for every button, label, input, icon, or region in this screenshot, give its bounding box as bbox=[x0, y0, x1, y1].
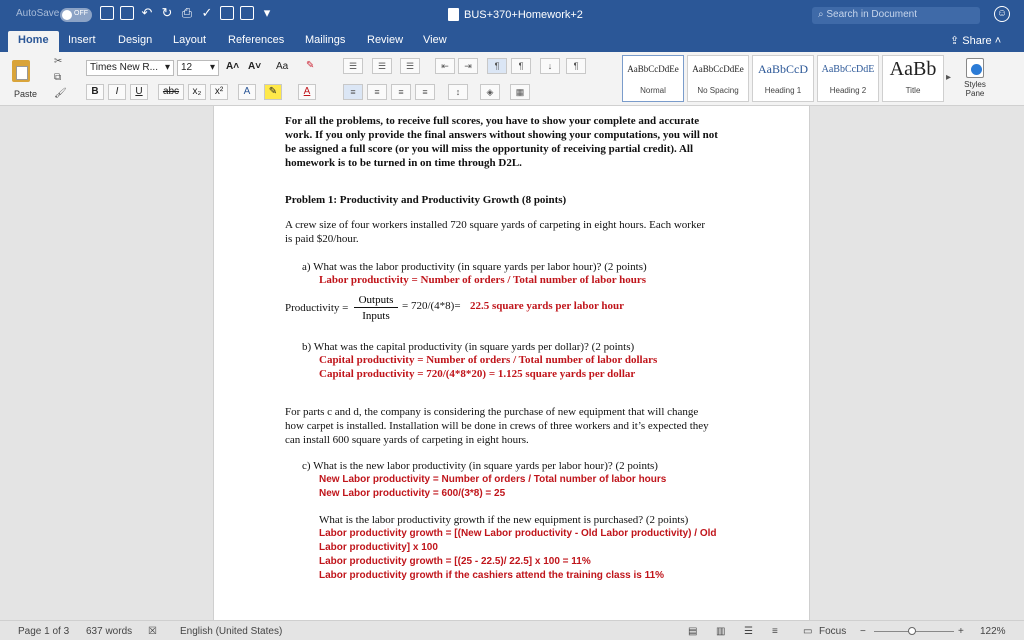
italic-icon[interactable]: I bbox=[108, 84, 126, 100]
font-name-select[interactable] bbox=[86, 60, 174, 76]
style-name: No Spacing bbox=[697, 86, 739, 95]
style-name: Heading 1 bbox=[764, 86, 802, 95]
intro-line: be assigned a full score (or you will miss the opportunity of receiving partial credit). All bbox=[285, 143, 694, 155]
chevron-down-icon: ▾ bbox=[209, 62, 215, 73]
align-center-icon[interactable]: ≡ bbox=[367, 84, 387, 100]
style-normal[interactable] bbox=[622, 55, 684, 102]
style-title[interactable] bbox=[882, 55, 944, 102]
tab-home[interactable]: Home bbox=[8, 31, 59, 52]
ribbon-tabs bbox=[0, 31, 1024, 52]
intro-line: homework is to be turned in on time through D2L. bbox=[285, 157, 522, 169]
answer-d-line: Labor productivity growth = [(25 - 22.5)/ 22.5] x 100 = 11% bbox=[319, 556, 591, 567]
style-preview: AaBbCcDdEe bbox=[692, 64, 744, 74]
outline-view-icon[interactable]: ☰ bbox=[744, 626, 753, 637]
search-input[interactable] bbox=[812, 7, 980, 24]
redo-icon[interactable]: ↻ bbox=[161, 5, 173, 20]
web-layout-icon[interactable]: ▥ bbox=[716, 626, 726, 637]
rtl-icon[interactable]: ¶ bbox=[511, 58, 531, 74]
scenario-line: is paid $20/hour. bbox=[285, 233, 359, 245]
document-page[interactable] bbox=[213, 106, 810, 620]
format-painter-icon[interactable]: 🖌 bbox=[54, 88, 67, 99]
align-right-icon[interactable]: ≡ bbox=[391, 84, 411, 100]
formula-fraction bbox=[354, 294, 398, 322]
tab-insert[interactable]: Insert bbox=[68, 34, 96, 46]
borders-icon[interactable]: ▦ bbox=[510, 84, 530, 100]
question-a: a) What was the labor productivity (in square yards per labor hour)? (2 points) bbox=[302, 261, 647, 273]
tab-review[interactable]: Review bbox=[367, 34, 404, 46]
bullets-icon[interactable]: ☰ bbox=[343, 58, 363, 74]
search-placeholder: Search in Document bbox=[826, 9, 917, 20]
toggle-knob bbox=[62, 10, 72, 20]
tab-view[interactable]: View bbox=[423, 34, 447, 46]
document-title: BUS+370+Homework+2 bbox=[464, 8, 583, 21]
undo-icon[interactable]: ↶ bbox=[141, 5, 153, 20]
autosave-toggle[interactable] bbox=[60, 8, 92, 22]
question-d: What is the labor productivity growth if the new equipment is purchased? (2 points) bbox=[319, 514, 689, 526]
show-formatting-icon[interactable]: ¶ bbox=[566, 58, 586, 74]
formula-calc: = 720/(4*8)= bbox=[402, 300, 461, 312]
subscript-icon[interactable]: x₂ bbox=[188, 84, 206, 100]
word-count[interactable]: 637 words bbox=[86, 626, 133, 637]
style-name: Heading 2 bbox=[829, 86, 867, 95]
tab-layout[interactable]: Layout bbox=[173, 34, 207, 46]
style-preview: AaBbCcDdEe bbox=[627, 64, 679, 74]
font-name-value: Times New R... bbox=[90, 62, 158, 73]
style-name: Title bbox=[905, 86, 921, 95]
decrease-font-icon[interactable]: A˅ bbox=[248, 61, 262, 72]
style-heading-1[interactable] bbox=[752, 55, 814, 102]
cut-icon[interactable]: ✂ bbox=[54, 56, 63, 67]
new-document-icon[interactable] bbox=[220, 6, 234, 20]
question-c: c) What is the new labor productivity (in square yards per labor hour)? (2 points) bbox=[302, 460, 658, 472]
shading-icon[interactable]: ◈ bbox=[480, 84, 500, 100]
autosave-state: OFF bbox=[74, 10, 88, 17]
zoom-out-icon[interactable]: − bbox=[860, 626, 866, 637]
formula-numerator: Outputs bbox=[354, 294, 398, 308]
justify-icon[interactable]: ≡ bbox=[415, 84, 435, 100]
tab-design[interactable]: Design bbox=[118, 34, 153, 46]
language[interactable]: English (United States) bbox=[180, 626, 283, 637]
page-count[interactable]: Page 1 of 3 bbox=[18, 626, 70, 637]
share-button[interactable]: ⇪ Share ˄ bbox=[950, 35, 1002, 47]
styles-gallery bbox=[622, 55, 944, 102]
intro-line: For all the problems, to receive full scores, you have to show your complete and accurate bbox=[285, 115, 700, 127]
print-icon[interactable]: ⎙ bbox=[181, 5, 193, 20]
style-preview: AaBbCcD bbox=[758, 62, 808, 76]
styles-pane-icon bbox=[966, 58, 984, 78]
formula-result: 22.5 square yards per labor hour bbox=[470, 300, 625, 312]
search-icon: ⌕ bbox=[818, 9, 827, 20]
line-spacing-icon[interactable]: ↕ bbox=[448, 84, 468, 100]
focus-label[interactable]: Focus bbox=[819, 626, 847, 637]
tab-mailings[interactable]: Mailings bbox=[305, 34, 346, 46]
styles-pane-button[interactable] bbox=[960, 58, 990, 102]
partcd-line: how carpet is installed. Installation will be done in crews of three workers and it’s expected they bbox=[285, 420, 709, 432]
paste-label: Paste bbox=[14, 89, 38, 99]
answer-c-line: New Labor productivity = 600/(3*8) = 25 bbox=[319, 488, 506, 499]
style-preview: AaBbCcDdE bbox=[821, 64, 875, 75]
align-left-icon[interactable]: ≡ bbox=[343, 84, 363, 100]
zoom-level[interactable]: 122% bbox=[980, 626, 1006, 637]
zoom-in-icon[interactable]: + bbox=[958, 626, 964, 637]
underline-icon[interactable]: U bbox=[130, 84, 148, 100]
share-icon: ⇪ bbox=[950, 35, 963, 47]
save-icon[interactable] bbox=[120, 6, 134, 20]
copy-icon[interactable]: ⧉ bbox=[54, 72, 62, 83]
feedback-smiley-icon[interactable]: ☺ bbox=[994, 6, 1010, 22]
proofing-icon[interactable]: ☒ bbox=[148, 626, 157, 637]
change-case-icon[interactable]: Aa bbox=[276, 61, 289, 72]
problem-heading: Problem 1: Productivity and Productivity Growth (8 points) bbox=[285, 194, 567, 206]
increase-indent-icon[interactable]: ⇥ bbox=[458, 58, 478, 74]
bold-icon[interactable]: B bbox=[86, 84, 104, 100]
styles-more-icon[interactable]: ▸ bbox=[946, 72, 952, 83]
answer-d-line: Labor productivity growth if the cashiers attend the training class is 11% bbox=[319, 570, 665, 581]
answer-d-line: Labor productivity] x 100 bbox=[319, 542, 438, 553]
question-b: b) What was the capital productivity (in square yards per dollar)? (2 points) bbox=[302, 341, 635, 353]
font-size-value: 12 bbox=[181, 62, 193, 73]
spelling-icon[interactable]: ✓ bbox=[201, 5, 213, 20]
text-effects-icon[interactable]: A bbox=[238, 84, 256, 100]
multilevel-list-icon[interactable]: ☰ bbox=[400, 58, 420, 74]
superscript-icon[interactable]: x² bbox=[210, 84, 228, 100]
autosave-label: AutoSave bbox=[16, 8, 60, 19]
answer-b-line: Capital productivity = Number of orders / Total number of labor dollars bbox=[319, 354, 658, 366]
paste-button[interactable] bbox=[8, 56, 40, 102]
document-icon bbox=[448, 8, 459, 21]
partcd-line: can install 600 square yards of carpeting in eight hours. bbox=[285, 434, 529, 446]
style-preview: AaBb bbox=[889, 58, 937, 80]
answer-d-line: Labor productivity growth = [(New Labor productivity - Old Labor productivity) / Old bbox=[319, 528, 717, 539]
partcd-line: For parts c and d, the company is considering the purchase of new equipment that will change bbox=[285, 406, 699, 418]
ltr-icon[interactable]: ¶ bbox=[487, 58, 507, 74]
quick-access-toolbar bbox=[100, 6, 274, 20]
answer-b-line: Capital productivity = 720/(4*8*20) = 1.125 square yards per dollar bbox=[319, 368, 636, 380]
window-title bbox=[448, 8, 583, 21]
share-label: Share bbox=[962, 35, 992, 47]
zoom-slider-handle[interactable] bbox=[908, 627, 916, 635]
intro-line: work. If you only provide the final answers without showing your computations, you will not bbox=[285, 129, 718, 141]
chevron-down-icon: ▾ bbox=[164, 62, 170, 73]
title-bar bbox=[0, 0, 1024, 31]
formula-denominator: Inputs bbox=[362, 310, 390, 322]
focus-icon[interactable]: ▭ bbox=[803, 626, 813, 637]
sort-icon[interactable]: ↓ bbox=[540, 58, 560, 74]
styles-pane-label: Styles Pane bbox=[964, 80, 986, 98]
style-no-spacing[interactable] bbox=[687, 55, 749, 102]
formula-label: Productivity = bbox=[285, 302, 349, 314]
draft-view-icon[interactable]: ≡ bbox=[772, 626, 778, 637]
print-layout-icon[interactable]: ▤ bbox=[688, 626, 698, 637]
style-name: Normal bbox=[640, 86, 666, 95]
decrease-indent-icon[interactable]: ⇤ bbox=[435, 58, 455, 74]
status-bar bbox=[0, 620, 1024, 640]
scenario-line: A crew size of four workers installed 720 square yards of carpeting in eight hours. Each worker bbox=[285, 219, 706, 231]
strikethrough-icon[interactable]: abc bbox=[158, 84, 184, 100]
ribbon-home bbox=[0, 52, 1024, 106]
tab-references[interactable]: References bbox=[228, 34, 285, 46]
view-icon[interactable] bbox=[240, 6, 254, 20]
sidebar-toggle-icon[interactable] bbox=[100, 6, 114, 20]
font-size-select[interactable] bbox=[177, 60, 219, 76]
numbering-icon[interactable]: ☰ bbox=[372, 58, 392, 74]
font-color-icon[interactable]: A bbox=[298, 84, 316, 100]
answer-c-line: New Labor productivity = Number of orders / Total number of labor hours bbox=[319, 474, 667, 485]
clipboard-icon bbox=[12, 60, 30, 82]
highlight-icon[interactable]: ✎ bbox=[264, 84, 282, 100]
clear-formatting-icon[interactable]: ✎ bbox=[306, 60, 315, 71]
document-canvas[interactable] bbox=[0, 106, 1024, 620]
customize-toolbar-icon[interactable]: ▾ bbox=[263, 5, 271, 20]
style-heading-2[interactable] bbox=[817, 55, 879, 102]
answer-a: Labor productivity = Number of orders / Total number of labor hours bbox=[319, 274, 647, 286]
increase-font-icon[interactable]: A˄ bbox=[226, 61, 240, 72]
